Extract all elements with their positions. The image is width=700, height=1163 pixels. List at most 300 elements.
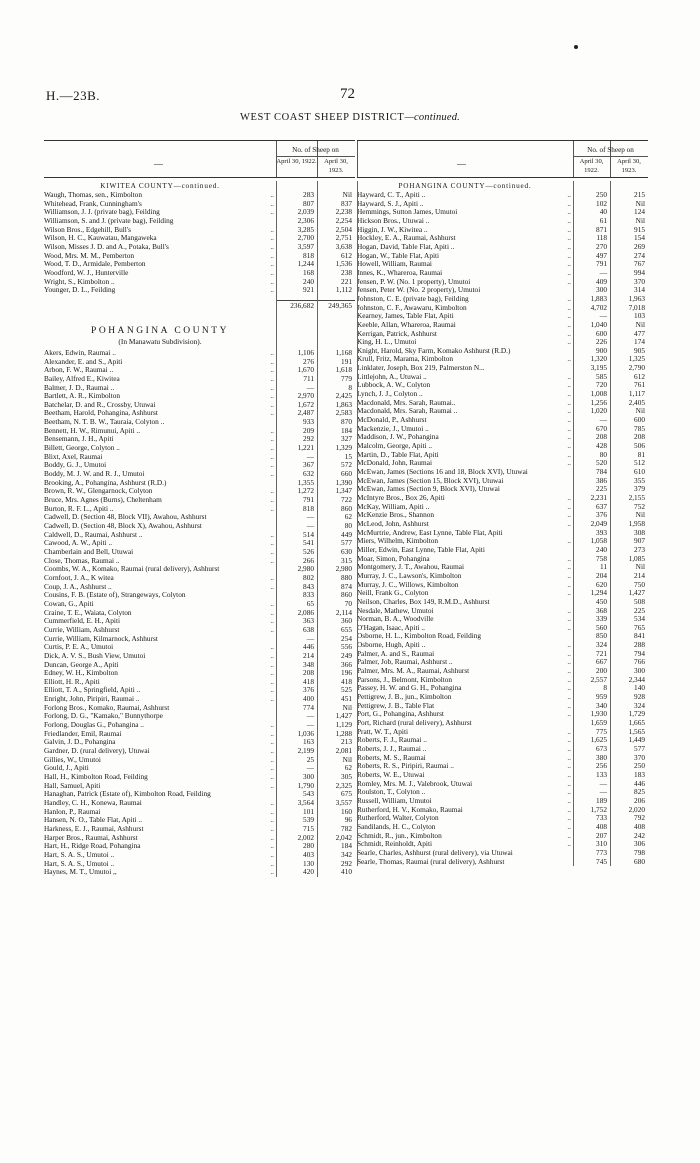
sheep-count-1922: —	[306, 512, 314, 522]
sheep-count-1923: 577	[634, 744, 645, 753]
sheep-count-1923: 1,536	[335, 259, 352, 269]
sheep-owner-name: Howell, William, Raumai	[357, 260, 432, 269]
sheep-count-1922: 25	[306, 754, 314, 764]
leader-dots: ..	[270, 659, 274, 669]
sheep-owner-name: Friedlander, Emil, Raumai	[44, 729, 122, 738]
sheep-owner-name: Searle, Thomas, Raumai (rural delivery), Ashhurst	[357, 857, 505, 866]
sheep-count-1922: 420	[303, 867, 314, 877]
sheep-count-1922: 393	[596, 527, 607, 537]
sheep-count-1922: 168	[303, 267, 314, 277]
sheep-count-1923: 915	[634, 224, 645, 234]
leader-dots: ..	[567, 224, 571, 234]
sheep-owner-name: Pettigrew, J. B., Table Flat	[357, 701, 435, 710]
sheep-owner-name: Kearney, James, Table Flat, Apiti	[357, 312, 454, 321]
sheep-count-1923: 994	[634, 267, 645, 277]
sheep-count-1922: 3,285	[297, 224, 314, 234]
leader-dots: ..	[567, 259, 571, 269]
leader-dots: ..	[567, 553, 571, 563]
sheep-owner-name: Cadwell, D. (Section 48, Block X), Awahou, Ashhurst	[44, 522, 202, 530]
leader-dots: ..	[567, 198, 571, 208]
sheep-count-1923: 300	[634, 666, 645, 676]
leader-dots: ..	[270, 737, 274, 747]
sheep-owner-name: Osborne, H. L., Kimbolton Road, Feilding	[357, 632, 482, 641]
sheep-count-1922: 720	[596, 380, 607, 390]
leader-dots: ..	[567, 354, 571, 364]
sheep-count-1923: 612	[634, 371, 645, 381]
sheep-count-1922: 1,040	[590, 319, 607, 329]
leader-dots: ..	[270, 858, 274, 868]
sheep-count-1923: 408	[634, 821, 645, 831]
sheep-count-1922: 409	[596, 276, 607, 286]
leader-dots: ..	[270, 607, 274, 617]
sheep-owner-name: Blixt, Axel, Raumai	[44, 452, 103, 461]
sheep-owner-name: Hart, S. A. S., Umutoi ..	[44, 859, 115, 868]
sheep-count-1922: 1,790	[297, 780, 314, 790]
leader-dots: ..	[567, 769, 571, 779]
leader-dots: ..	[270, 443, 274, 453]
sheep-owner-name: Parsons, J., Belmont, Kimbolton	[357, 675, 453, 684]
sheep-count-1922: 600	[596, 328, 607, 338]
sheep-count-1923: 208	[634, 432, 645, 442]
sheep-count-1922: 276	[303, 356, 314, 366]
sheep-count-1922: 2,086	[297, 607, 314, 617]
sheep-count-1922: 791	[303, 495, 314, 505]
sheep-count-1922: 673	[596, 744, 607, 753]
sheep-owner-name: Brooking, A., Pohangina, Ashhurst (R.D.)	[44, 478, 167, 487]
sheep-count-1922: 721	[596, 648, 607, 658]
column-rule	[317, 181, 318, 877]
sheep-owner-name: Hemmings, Sutton James, Umutoi	[357, 208, 458, 217]
sheep-owner-name: Lubbock, A. W., Colyton	[357, 381, 431, 390]
sheep-count-1923: 2,344	[628, 674, 645, 684]
sheep-count-1923: Nil	[635, 562, 645, 572]
leader-dots: ..	[567, 380, 571, 390]
leader-dots: ..	[270, 624, 274, 634]
sheep-count-1923: 1,449	[628, 735, 645, 745]
sheep-count-1922: 1,625	[590, 735, 607, 745]
sheep-owner-name: Coup, J. A., Ashhurst ..	[44, 582, 112, 591]
leader-dots: ..	[270, 598, 274, 608]
leader-dots: ..	[567, 241, 571, 251]
sheep-count-1923: 184	[341, 425, 352, 435]
leader-dots: ..	[567, 709, 571, 719]
leader-dots: ..	[567, 510, 571, 520]
sheep-owner-name: Boddy, G. J., Umutoi	[44, 461, 107, 470]
sheep-count-1922: 2,199	[297, 746, 314, 756]
leader-dots: ..	[567, 389, 571, 399]
leader-dots	[254, 513, 276, 522]
table-row	[357, 858, 648, 867]
sheep-owner-name: Close, Thomas, Raumai ..	[44, 556, 120, 565]
sheep-owner-name: Hayward, C. T., Apiti ..	[357, 191, 426, 199]
sheep-count-1922: 1,659	[590, 718, 607, 728]
sheep-count-1922: 933	[303, 417, 314, 427]
sheep-owner-name: Williamson, J. J. (private bag), Feilding	[44, 208, 160, 217]
sheep-count-1922: 638	[303, 624, 314, 634]
sheep-owner-name: McDonald, John, Raumai	[357, 459, 432, 468]
sheep-count-1923: 1,085	[628, 553, 645, 563]
sheep-count-1923: 2,020	[628, 804, 645, 814]
sheep-count-1922: 368	[596, 605, 607, 615]
sheep-count-1923: 874	[341, 581, 352, 591]
sheep-count-1922: 163	[303, 737, 314, 747]
leader-dots: ..	[567, 813, 571, 823]
sheep-count-1922: 543	[303, 789, 314, 799]
sheep-owner-name: Murray, J. C., Lawson's, Kimbolton	[357, 571, 462, 580]
leader-dots	[551, 858, 573, 867]
sheep-count-1923: 928	[634, 692, 645, 702]
sheep-count-1923: 765	[634, 622, 645, 632]
sheep-count-1922: 225	[596, 484, 607, 494]
sheep-count-1922: 637	[596, 501, 607, 511]
leader-dots: ..	[270, 460, 274, 470]
pohangina-rows	[44, 349, 355, 877]
leader-dots: ..	[270, 190, 274, 199]
sheep-owner-name: Johnston, C. E. (private bag), Feilding	[357, 294, 469, 303]
sheep-owner-name: Akers, Edwin, Raumai ..	[44, 348, 116, 357]
sheep-owner-name: Wilson, Misses J. D. and A., Potaka, Bull's	[44, 242, 169, 251]
sheep-count-1923: 213	[341, 737, 352, 747]
sheep-count-header: No. of Sheep on	[573, 144, 648, 157]
sheep-count-1922: 348	[303, 659, 314, 669]
sheep-count-1922: 130	[303, 858, 314, 868]
leader-dots	[254, 704, 276, 713]
sheep-count-1922: 208	[303, 668, 314, 678]
leader-dots: ..	[567, 250, 571, 260]
sheep-count-1923: 577	[341, 538, 352, 548]
leader-dots: ..	[270, 198, 274, 208]
sheep-count-1923: 242	[634, 830, 645, 840]
leader-dots: ..	[270, 815, 274, 825]
leader-dots: ..	[567, 397, 571, 407]
sheep-owner-name: Billett, George, Colyton ..	[44, 444, 120, 453]
sheep-owner-name: Burton, R. F. L., Apiti ..	[44, 504, 114, 513]
leader-dots: ..	[567, 328, 571, 338]
sheep-owner-name: Harper Bros., Raumai, Ashhurst	[44, 833, 138, 842]
sheep-owner-name: Hanaghan, Patrick (Estate of), Kimbolton Road, Feilding	[44, 790, 211, 799]
sheep-count-1922: 118	[596, 233, 607, 243]
sheep-owner-name: Port, G., Pohangina, Ashhurst	[357, 710, 444, 719]
sheep-owner-name: Currie, William, Kilmarnock, Ashhurst	[44, 634, 158, 643]
sheep-owner-name: Hogan, W., Table Flat, Apiti	[357, 251, 440, 260]
sheep-count-1922: 403	[303, 849, 314, 859]
leader-dots: ..	[270, 650, 274, 660]
sheep-count-1923: Nil	[342, 190, 352, 199]
sheep-count-1922: —	[306, 521, 314, 530]
sheep-owner-name: Krull, Fritz, Marama, Kimbolton	[357, 355, 454, 364]
sheep-count-1922: 400	[303, 694, 314, 704]
sheep-count-1923: 782	[341, 823, 352, 833]
leader-dots: ..	[567, 666, 571, 676]
sheep-count-1922: 539	[303, 815, 314, 825]
sheep-count-1922: 818	[303, 250, 314, 260]
sheep-count-1923: 3,638	[335, 241, 352, 251]
leader-dots: ..	[270, 720, 274, 730]
sheep-count-1922: 408	[596, 821, 607, 831]
leader-dots: ..	[270, 685, 274, 695]
sheep-count-1923: Nil	[342, 754, 352, 764]
sheep-count-1923: 3,557	[335, 798, 352, 807]
sheep-owner-name: Waugh, Thomas, sen., Kimbolton	[44, 191, 142, 199]
leader-dots: ..	[270, 347, 274, 357]
sheep-count-1922: 620	[596, 579, 607, 589]
sheep-owner-name: Bruce, Mrs. Agnes (Burns), Cheltenham	[44, 496, 162, 505]
leader-dots: ..	[270, 391, 274, 401]
sheep-count-1923: 794	[634, 648, 645, 658]
sheep-count-1922: 2,039	[297, 207, 314, 217]
sheep-owner-name: Duncan, George A., Apiti	[44, 660, 119, 669]
sheep-count-1922: 376	[596, 510, 607, 520]
kiwitea-total-row	[44, 300, 355, 311]
sheep-count-1922: 1,883	[590, 293, 607, 303]
leader-dots: ..	[270, 694, 274, 704]
sheep-owner-name: Hockley, E. A., Raumai, Ashhurst	[357, 234, 456, 243]
column-rule	[573, 181, 574, 866]
sheep-count-1922: 363	[303, 616, 314, 626]
sheep-count-1922: 1,294	[590, 588, 607, 598]
sheep-owner-name: Roberts, R. S., Piripiri, Raumai ..	[357, 762, 454, 771]
sheep-owner-name: Hart, S. A. S., Umutoi ..	[44, 850, 115, 859]
leader-dots: ..	[567, 752, 571, 762]
sheep-count-1923: 1,117	[628, 389, 645, 399]
pohangina-continued-rows	[357, 191, 648, 866]
leader-dots: ..	[567, 501, 571, 511]
sheep-count-1923: 360	[341, 616, 352, 626]
sheep-owner-name: Hall, Samuel, Apiti	[44, 781, 101, 790]
sheep-owner-name: Malcolm, George, Apiti ..	[357, 442, 433, 451]
sheep-count-1922: 376	[303, 685, 314, 695]
sheep-count-1922: 921	[303, 285, 314, 295]
sheep-count-1922: 1,320	[590, 354, 607, 364]
sheep-count-1922: 446	[303, 642, 314, 652]
sheep-count-1922: 133	[596, 769, 607, 779]
sheep-count-1922: 209	[303, 425, 314, 435]
sheep-count-1922: 418	[303, 676, 314, 686]
sheep-owner-name: Hayward, S. J., Apiti ..	[357, 199, 424, 208]
sheep-owner-name: Montgomery, J. T., Awahou, Raumai	[357, 563, 465, 572]
sheep-count-1923: 600	[634, 415, 645, 425]
sheep-count-1922: 1,672	[297, 399, 314, 409]
sheep-count-1922: 807	[303, 198, 314, 208]
leader-dots: ..	[567, 492, 571, 502]
sheep-count-1923: 1,325	[628, 354, 645, 364]
sheep-count-1922: 843	[303, 581, 314, 591]
sheep-count-1923: 451	[341, 694, 352, 704]
sheep-count-1923: 572	[341, 460, 352, 470]
leader-dots: ..	[270, 832, 274, 842]
left-table-body	[44, 181, 355, 877]
sheep-count-1923: 215	[634, 190, 645, 199]
sheep-count-1922: 380	[596, 752, 607, 762]
sheep-count-1923: 2,325	[335, 780, 352, 790]
sheep-count-1923: 96	[344, 815, 352, 825]
sheep-count-1922: 715	[303, 823, 314, 833]
leader-dots: ..	[567, 735, 571, 745]
sheep-count-1922: 1,036	[297, 728, 314, 738]
leader-dots: ..	[567, 648, 571, 658]
sheep-count-1923: 837	[341, 198, 352, 208]
sheep-count-1923: 1,665	[628, 718, 645, 728]
leader-dots: ..	[270, 365, 274, 375]
sheep-count-1923: 62	[344, 763, 352, 773]
sheep-count-1922: 745	[596, 856, 607, 866]
sheep-count-1922: 200	[596, 666, 607, 676]
sheep-owner-name: Linklater, Joseph, Box 219, Palmerston N...	[357, 364, 485, 373]
sheep-count-1923: Nil	[635, 510, 645, 520]
sheep-owner-name: Dick, A. V. S., Bush View, Umutoi	[44, 651, 146, 660]
sheep-count-1923: 379	[634, 484, 645, 494]
title-main: WEST COAST SHEEP DISTRICT	[239, 112, 405, 123]
sheep-owner-name: McEwan, James (Section 9, Block XVI), Utuwai	[357, 485, 500, 494]
sheep-count-1923: 525	[341, 685, 352, 695]
sheep-owner-name: Pettigrew, J. B., jun., Kimbolton	[357, 693, 452, 702]
sheep-owner-name: McEwan, James (Section 15, Block XVI), Utuwai	[357, 476, 504, 485]
sheep-count-1922: 585	[596, 371, 607, 381]
sheep-count-1922: 256	[596, 761, 607, 771]
total-1922: 236,682	[276, 300, 317, 311]
sheep-count-1923: 273	[634, 544, 645, 554]
sheep-count-1922: 2,049	[590, 518, 607, 528]
sheep-owner-name: King, H. L., Umutoi	[357, 338, 417, 347]
sheep-count-1923: 221	[341, 276, 352, 286]
sheep-owner-name: Balmer, J. D., Raumai ..	[44, 383, 115, 392]
sheep-owner-name: Pratt, W. T., Apiti	[357, 727, 409, 736]
sheep-owner-name: Caldwell, D., Raumai, Ashhurst ..	[44, 530, 143, 539]
sheep-owner-name: Schmidt, Reinholdt, Apiti	[357, 840, 432, 849]
sheep-owner-name: Chamberlain and Bell, Utuwai	[44, 547, 134, 556]
sheep-count-1922: 101	[303, 806, 314, 816]
sheep-count-1922: 204	[596, 570, 607, 580]
leader-dots: ..	[567, 190, 571, 199]
sheep-count-1922: 214	[303, 650, 314, 660]
leader-dots: ..	[567, 406, 571, 416]
header-divider	[357, 141, 358, 177]
leader-dots: ..	[270, 224, 274, 234]
sheep-owner-name: Roberts, M. S., Raumai	[357, 753, 426, 762]
sheep-count-1923: 2,155	[628, 492, 645, 502]
sheep-count-1923: 288	[634, 640, 645, 650]
sheep-owner-name: Romley, Mrs. M. J., Valebrook, Utuwai	[357, 779, 473, 788]
sheep-count-1923: 1,112	[335, 285, 352, 295]
leader-dots: ..	[567, 458, 571, 468]
sheep-count-header: No. of Sheep on	[276, 144, 355, 157]
sheep-count-1923: 1,129	[335, 720, 352, 730]
leader-dots: ..	[567, 267, 571, 277]
sheep-count-1922: 758	[596, 553, 607, 563]
sheep-owner-name: Forlong, Douglas G., Pohangina ..	[44, 721, 144, 730]
sheep-owner-name: Cadwell, D. (Section 48, Block VII), Awahou, Ashhurst	[44, 513, 207, 522]
sheep-count-1922: 102	[596, 198, 607, 208]
sheep-count-1922: 339	[596, 614, 607, 624]
sheep-count-1922: 300	[596, 285, 607, 295]
sheep-count-1923: 81	[637, 449, 645, 459]
sheep-count-1922: —	[306, 451, 314, 461]
sheep-count-1922: 3,564	[297, 798, 314, 807]
section-subheading: (In Manawatu Subdivision).	[118, 336, 202, 346]
sheep-owner-name: Hart, H., Ridge Road, Pohangina	[44, 842, 141, 851]
page-title	[0, 112, 700, 123]
sheep-owner-name: Palmer, Mrs. M. A., Raumai, Ashhurst	[357, 667, 470, 676]
sheep-count-1922: 2,002	[297, 832, 314, 842]
leader-dots: ..	[567, 302, 571, 312]
leader-dots: ..	[567, 293, 571, 303]
sheep-count-1923: 767	[634, 259, 645, 269]
sheep-count-1923: Nil	[635, 406, 645, 416]
sheep-count-1923: 342	[341, 849, 352, 859]
title-suffix: —continued.	[404, 112, 461, 123]
leader-dots: ..	[567, 562, 571, 572]
sheep-count-1922: —	[599, 778, 607, 788]
name-column-dash: —	[154, 159, 163, 169]
sheep-owner-name: Sandilands, H. C., Colyton	[357, 822, 436, 831]
year-1923-header: April 30, 1923.	[617, 158, 641, 174]
sheep-count-1923: 250	[634, 761, 645, 771]
sheep-count-1923: 196	[341, 668, 352, 678]
sheep-count-1923: 2,583	[335, 408, 352, 418]
sheep-count-1922: 959	[596, 692, 607, 702]
sheep-count-1922: 450	[596, 596, 607, 606]
sheep-owner-name: Coombs, W. A., Komako, Raumai (rural delivery), Ashhurst	[44, 565, 220, 574]
leader-dots: ..	[270, 373, 274, 383]
leader-dots: ..	[567, 640, 571, 650]
sheep-count-1922: 428	[596, 441, 607, 451]
leader-dots: ..	[270, 356, 274, 366]
sheep-owner-name: Cawood, A. W., Apiti ..	[44, 539, 113, 548]
sheep-count-1923: 2,751	[335, 233, 352, 243]
sheep-count-1922: —	[306, 720, 314, 730]
sheep-count-1922: 1,020	[590, 406, 607, 416]
sheep-count-1923: Nil	[342, 702, 352, 712]
sheep-count-1923: 191	[341, 356, 352, 366]
sheep-owner-name: Wilson Bros., Edgehill, Bull's	[44, 225, 131, 234]
sheep-owner-name: Martin, D., Table Flat, Apiti	[357, 450, 439, 459]
sheep-owner-name: Palmer, A. and S., Raumai	[357, 649, 435, 658]
sheep-count-1922: 207	[596, 830, 607, 840]
sheep-count-1922: 871	[596, 224, 607, 234]
sheep-owner-name: Nesdale, Mathew, Umutoi	[357, 606, 434, 615]
leader-dots: ..	[567, 319, 571, 329]
sheep-count-1923: 355	[634, 475, 645, 485]
sheep-count-1923: 785	[634, 423, 645, 433]
sheep-owner-name: Gillies, W., Umutoi	[44, 755, 101, 764]
leader-dots: ..	[270, 469, 274, 479]
leader-dots: ..	[270, 267, 274, 277]
leader-dots: ..	[270, 529, 274, 539]
leader-dots: ..	[270, 616, 274, 626]
leader-dots: ..	[270, 276, 274, 286]
sheep-owner-name: Craine, T. E., Waiata, Colyton	[44, 608, 132, 617]
leader-dots: ..	[567, 804, 571, 814]
sheep-count-1922: 1,670	[297, 365, 314, 375]
kiwitea-rows	[44, 191, 355, 295]
sheep-count-1923: 841	[634, 631, 645, 641]
sheep-count-1922: 8	[603, 683, 607, 693]
sheep-count-1923: 1,329	[335, 443, 352, 453]
right-table-body	[357, 181, 648, 866]
sheep-count-1922: —	[599, 311, 607, 321]
leader-dots: ..	[567, 778, 571, 788]
sheep-count-1923: 860	[341, 590, 352, 600]
sheep-count-1923: 327	[341, 434, 352, 444]
sheep-count-1922: 1,752	[590, 804, 607, 814]
sheep-count-1923: 7,018	[628, 302, 645, 312]
margin-dot	[574, 45, 578, 49]
sheep-count-1923: 274	[634, 250, 645, 260]
sheep-owner-name: Handley, C. H., Konewa, Raumai	[44, 799, 142, 807]
sheep-owner-name: McDonald, P., Ashhurst	[357, 416, 427, 425]
sheep-count-1922: 791	[596, 259, 607, 269]
sheep-count-1922: 189	[596, 795, 607, 805]
